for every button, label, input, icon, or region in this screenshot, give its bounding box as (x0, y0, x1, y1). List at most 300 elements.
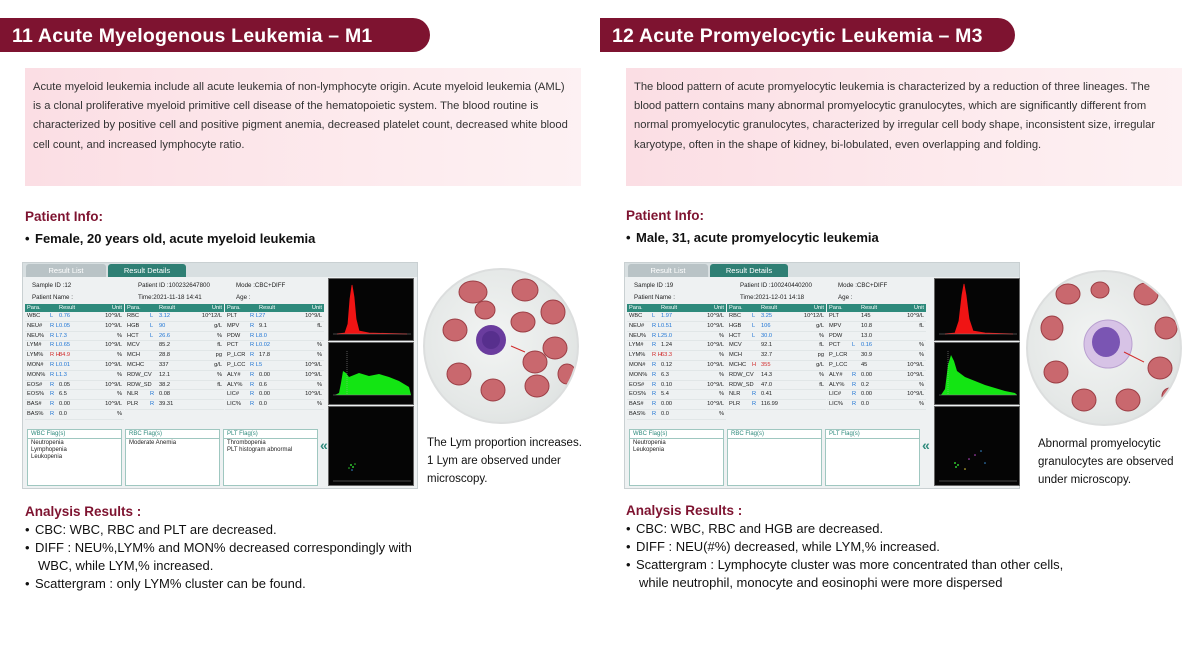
param-name: HCT (729, 332, 741, 339)
param-value: 0.00 (861, 371, 873, 378)
param-unit: % (718, 332, 724, 339)
wbc-histogram (934, 342, 1020, 405)
param-unit: % (918, 342, 924, 349)
param-name: PLT (829, 313, 840, 319)
table-row (125, 312, 224, 322)
param-name: WBC (27, 313, 41, 319)
param-value: 7.3 (59, 332, 67, 339)
table-header-cell: Result (259, 305, 276, 311)
mode: Mode :CBC+DIFF (236, 282, 286, 289)
case-panel-m3 (600, 0, 1200, 650)
param-unit: % (116, 332, 122, 339)
table-row (627, 351, 726, 361)
analysis-list: • CBC: WBC, RBC and HGB are decreased. • DIFF : NEU(#%) decreased, while LYM,% increased. • Scattergram : Lymphocyte cluster was more concentrated than other cells, while neutrophil, monocyte and eosinophi were more dispersed (626, 521, 1064, 590)
table-row (225, 361, 324, 371)
param-flag: R (652, 371, 657, 378)
table-row (125, 332, 224, 342)
table-row (827, 351, 926, 361)
param-name: LYM# (27, 342, 42, 349)
param-unit: % (718, 391, 724, 398)
param-value: 145 (861, 313, 871, 319)
param-unit: % (918, 401, 924, 408)
patient-name: Patient Name : (634, 294, 675, 301)
param-name: LIC# (829, 391, 842, 398)
param-flag: R (150, 391, 155, 398)
param-name: HGB (729, 322, 742, 329)
param-name: EOS% (27, 391, 45, 398)
param-value: 0.00 (259, 371, 271, 378)
rbc-flag-title: RBC Flag(s) (126, 430, 219, 439)
table-header (25, 304, 124, 312)
table-header-cell: Unit (311, 305, 322, 311)
param-unit: % (918, 352, 924, 359)
table-row (25, 390, 124, 400)
param-value: 0.00 (59, 401, 71, 408)
param-name: MCH (127, 352, 140, 359)
param-name: NEU% (27, 332, 45, 339)
param-unit: % (718, 352, 724, 359)
param-value: 0.00 (259, 391, 271, 398)
tab-result-list[interactable]: Result List (628, 264, 708, 277)
table-header-cell: Unit (211, 305, 222, 311)
rbc-flag-list (126, 439, 219, 447)
patient-name: Patient Name : (32, 294, 73, 301)
param-name: NEU# (629, 322, 645, 329)
collapse-arrow-icon[interactable]: « (922, 437, 930, 453)
param-name: P_LCR (829, 352, 848, 359)
param-value: 45 (861, 361, 868, 368)
param-value: 27 (259, 313, 266, 319)
param-unit: pg (817, 352, 824, 359)
table-row (727, 381, 826, 391)
sample-id: Sample ID :19 (634, 282, 674, 289)
param-flag: R (150, 401, 155, 408)
table-row (25, 312, 124, 322)
table-row (225, 390, 324, 400)
param-value: 0.0 (861, 401, 869, 408)
plt-flag-title: PLT Flag(s) (224, 430, 317, 439)
table-row (627, 312, 726, 322)
table-row (25, 322, 124, 332)
param-name: PLT (227, 313, 238, 319)
table-row (125, 361, 224, 371)
flag-item: Moderate Anemia (129, 440, 177, 446)
param-value: 0.02 (259, 342, 271, 349)
rbc-flag-list (728, 439, 821, 440)
table-row (627, 381, 726, 391)
param-flag: R L (250, 342, 259, 349)
param-unit: 10^12/L (201, 313, 222, 319)
table-header-cell: Para. (27, 305, 41, 311)
param-unit: g/L (816, 361, 824, 368)
result-table-wbc (627, 304, 726, 420)
table-row (125, 322, 224, 332)
param-flag: R (652, 342, 657, 349)
param-value: 1.3 (59, 371, 67, 378)
rbc-flag-box (727, 429, 822, 486)
param-name: PLR (127, 401, 139, 408)
table-header-cell: Result (59, 305, 76, 311)
table-header-cell: Result (761, 305, 778, 311)
param-flag: R (852, 391, 857, 398)
param-name: NLR (729, 391, 741, 398)
param-flag: L (652, 313, 656, 319)
param-name: ALY# (227, 371, 241, 378)
param-name: MCV (729, 342, 742, 349)
tab-result-details[interactable]: Result Details (108, 264, 186, 277)
param-value: 0.6 (259, 381, 267, 388)
param-value: 32.7 (761, 352, 773, 359)
table-row (827, 400, 926, 410)
micrograph-promyelocyte (1026, 270, 1182, 426)
param-value: 0.41 (761, 391, 773, 398)
patient-info-title: Patient Info: (626, 208, 704, 223)
param-name: MCHC (729, 361, 747, 368)
param-flag: R (50, 381, 55, 388)
table-row (727, 322, 826, 332)
param-value: 0.05 (59, 381, 71, 388)
param-name: NEU# (27, 322, 43, 329)
param-value: 12.1 (159, 371, 171, 378)
flag-item: Leukopenia (633, 447, 665, 453)
param-name: RDW_SD (127, 381, 152, 388)
table-row (225, 400, 324, 410)
param-unit: 10^9/L (305, 361, 322, 368)
param-flag: R (652, 410, 657, 417)
plt-flag-box (825, 429, 920, 486)
table-header (827, 304, 926, 312)
param-name: MON% (27, 371, 46, 378)
param-value: 63.3 (661, 352, 673, 359)
table-row (727, 341, 826, 351)
micrograph-caption: Abnormal promyelocytic granulocytes are observed under microscopy. (1038, 438, 1174, 486)
table-header-cell: Unit (913, 305, 924, 311)
table-header-cell: Result (661, 305, 678, 311)
flag-item: Thrombopenia (227, 440, 266, 446)
param-name: WBC (629, 313, 643, 319)
param-unit: % (116, 371, 122, 378)
table-row (225, 371, 324, 381)
table-row (627, 371, 726, 381)
param-unit: 10^9/L (305, 391, 322, 398)
param-flag: L (752, 322, 756, 329)
param-unit: 10^9/L (105, 401, 122, 408)
param-unit: % (216, 332, 222, 339)
param-name: PDW (829, 332, 843, 339)
param-flag: R (652, 391, 657, 398)
rbc-histogram (328, 278, 414, 341)
result-table-plt (827, 304, 926, 410)
param-flag: L (752, 313, 756, 319)
param-unit: 10^9/L (305, 313, 322, 319)
param-value: 13.0 (861, 332, 873, 339)
param-unit: 10^9/L (105, 342, 122, 349)
table-header (225, 304, 324, 312)
plt-flag-list (224, 439, 317, 454)
param-value: 26.6 (159, 332, 171, 339)
wbc-flag-title: WBC Flag(s) (28, 430, 121, 439)
param-name: PDW (227, 332, 241, 339)
param-name: RDW_CV (127, 371, 152, 378)
param-value: 0.51 (661, 322, 673, 329)
param-unit: % (116, 352, 122, 359)
table-row (225, 312, 324, 322)
param-value: 0.01 (59, 361, 71, 368)
param-name: BAS# (629, 401, 644, 408)
param-value: 0.10 (661, 381, 673, 388)
param-name: RBC (729, 313, 742, 319)
age: Age : (838, 294, 853, 301)
patient-info-item: • Female, 20 years old, acute myeloid leukemia (25, 231, 316, 246)
param-name: ALY# (829, 371, 843, 378)
table-row (125, 351, 224, 361)
param-name: BAS% (27, 410, 44, 417)
table-header-cell: Para. (729, 305, 743, 311)
table-header (125, 304, 224, 312)
tab-result-details[interactable]: Result Details (710, 264, 788, 277)
param-unit: fL (217, 342, 222, 349)
param-flag: R (250, 391, 255, 398)
case-title-banner: 11 Acute Myelogenous Leukemia – M1 (0, 18, 430, 52)
param-name: P_LCC (829, 361, 848, 368)
param-unit: 10^9/L (907, 391, 924, 398)
table-row (125, 400, 224, 410)
param-value: 3.12 (159, 313, 171, 319)
param-unit: % (216, 371, 222, 378)
table-row (827, 341, 926, 351)
param-name: HCT (127, 332, 139, 339)
param-value: 0.00 (861, 391, 873, 398)
table-header-cell: Para. (829, 305, 843, 311)
plt-flag-list (826, 439, 919, 440)
param-value: 39.31 (159, 401, 174, 408)
param-value: 85.2 (159, 342, 171, 349)
result-table-wbc (25, 304, 124, 420)
param-name: PCT (227, 342, 239, 349)
param-value: 0.08 (159, 391, 171, 398)
table-row (627, 410, 726, 420)
param-value: 30.0 (761, 332, 773, 339)
param-value: 92.1 (761, 342, 773, 349)
table-row (125, 381, 224, 391)
table-row (627, 400, 726, 410)
param-unit: 10^9/L (105, 313, 122, 319)
param-flag: R (852, 381, 857, 388)
param-name: LYM% (27, 352, 44, 359)
param-unit: 10^9/L (907, 371, 924, 378)
table-row (25, 351, 124, 361)
case-description: Acute myeloid leukemia include all acute leukemia of non-lymphocyte origin. Acute myeloid leukemia (AML) is a clonal proliferative myeloid primitive cell disease of the hematopoietic system. The blood routine is characterized by positive cell and positive pigment anemia, decreased platelet count, decreased white blood cell count, and increased lymphocyte ratio. (25, 68, 581, 186)
table-row (225, 322, 324, 332)
param-value: 9.1 (259, 322, 267, 329)
param-flag: R L (652, 332, 661, 339)
param-name: EOS# (27, 381, 43, 388)
param-flag: R (250, 401, 255, 408)
param-unit: fL (919, 322, 924, 329)
table-row (125, 371, 224, 381)
table-row (827, 322, 926, 332)
param-value: 47.0 (761, 381, 773, 388)
param-value: 337 (159, 361, 169, 368)
param-value: 0.76 (59, 313, 71, 319)
flag-item: Leukopenia (31, 454, 63, 460)
scattergram (328, 406, 414, 486)
wbc-histogram (328, 342, 414, 405)
plt-flag-title: PLT Flag(s) (826, 430, 919, 439)
table-row (827, 381, 926, 391)
rbc-histogram (934, 278, 1020, 341)
param-value: 0.00 (661, 401, 673, 408)
tab-bar (625, 263, 1019, 277)
param-unit: 10^9/L (907, 313, 924, 319)
param-unit: % (718, 371, 724, 378)
param-unit: % (316, 381, 322, 388)
table-row (627, 361, 726, 371)
table-row (25, 371, 124, 381)
param-name: ALY% (829, 381, 845, 388)
table-row (727, 371, 826, 381)
test-time: Time:2021-12-01 14:18 (740, 294, 805, 301)
param-unit: 10^9/L (105, 381, 122, 388)
table-row (25, 410, 124, 420)
table-row (225, 341, 324, 351)
param-unit: 10^9/L (907, 361, 924, 368)
param-name: MCHC (127, 361, 145, 368)
param-name: EOS% (629, 391, 647, 398)
param-flag: R L (652, 322, 661, 329)
param-flag: R (50, 410, 55, 417)
param-value: 8.0 (259, 332, 267, 339)
param-unit: 10^9/L (305, 371, 322, 378)
table-row (125, 341, 224, 351)
param-value: 90 (159, 322, 166, 329)
param-name: NEU% (629, 332, 647, 339)
tab-result-list[interactable]: Result List (26, 264, 106, 277)
wbc-flag-title: WBC Flag(s) (630, 430, 723, 439)
param-name: PLR (729, 401, 741, 408)
param-value: 0.05 (59, 322, 71, 329)
param-unit: fL (819, 381, 824, 388)
micrograph-caption: The Lym proportion increases. 1 Lym are observed under microscopy. (427, 437, 582, 485)
param-flag: R L (50, 371, 59, 378)
table-row (25, 332, 124, 342)
table-row (25, 400, 124, 410)
param-flag: R (752, 391, 757, 398)
table-row (827, 332, 926, 342)
param-name: BAS% (629, 410, 646, 417)
param-value: 25.0 (661, 332, 673, 339)
param-unit: 10^9/L (707, 342, 724, 349)
param-flag: R (652, 381, 657, 388)
param-flag: R L (50, 322, 59, 329)
param-name: MPV (227, 322, 240, 329)
mode: Mode :CBC+DIFF (838, 282, 888, 289)
age: Age : (236, 294, 251, 301)
param-flag: L (150, 322, 154, 329)
param-value: 1.97 (661, 313, 673, 319)
param-name: LYM# (629, 342, 644, 349)
param-value: 30.9 (861, 352, 873, 359)
param-flag: R (852, 401, 857, 408)
table-row (827, 312, 926, 322)
param-flag: R L (250, 332, 259, 339)
case-title-banner: 12 Acute Promyelocytic Leukemia – M3 (600, 18, 1015, 52)
plt-flag-box (223, 429, 318, 486)
param-unit: 10^9/L (707, 381, 724, 388)
analysis-title: Analysis Results : (626, 503, 743, 518)
table-row (727, 312, 826, 322)
rbc-flag-title: RBC Flag(s) (728, 430, 821, 439)
param-value: 14.3 (761, 371, 773, 378)
param-value: 116.99 (761, 401, 778, 408)
param-unit: % (116, 391, 122, 398)
param-unit: % (316, 352, 322, 359)
param-flag: R (752, 401, 757, 408)
wbc-flag-list (28, 439, 121, 461)
param-value: 106 (761, 322, 771, 329)
param-value: 0.2 (861, 381, 869, 388)
table-row (627, 390, 726, 400)
param-flag: H (752, 361, 757, 368)
param-value: 84.9 (59, 352, 71, 359)
scattergram (934, 406, 1020, 486)
param-flag: R (50, 401, 55, 408)
result-table-rbc (727, 304, 826, 410)
table-header-cell: Para. (127, 305, 141, 311)
table-row (827, 361, 926, 371)
table-row (225, 332, 324, 342)
wbc-flag-box (27, 429, 122, 486)
analysis-list: • CBC: WBC, RBC and PLT are decreased. • DIFF : NEU%,LYM% and MON% decreased correspondingly with WBC, while LYM,% increased. • Scattergram : only LYM% cluster can be found. (25, 522, 412, 591)
param-name: P_LCC (227, 361, 246, 368)
param-value: 17.8 (259, 352, 271, 359)
param-name: EOS# (629, 381, 645, 388)
param-unit: 10^9/L (707, 322, 724, 329)
param-name: RDW_CV (729, 371, 754, 378)
param-unit: % (818, 371, 824, 378)
param-name: NLR (127, 391, 139, 398)
param-flag: R (250, 322, 255, 329)
table-header-cell: Result (159, 305, 176, 311)
param-name: LYM% (629, 352, 646, 359)
param-name: MPV (829, 322, 842, 329)
param-name: HGB (127, 322, 140, 329)
param-value: 0.65 (59, 342, 71, 349)
param-flag: L (150, 313, 154, 319)
param-unit: fL (217, 381, 222, 388)
table-row (25, 361, 124, 371)
table-header-cell: Unit (713, 305, 724, 311)
param-name: MON# (27, 361, 44, 368)
table-row (727, 400, 826, 410)
param-unit: 10^9/L (105, 361, 122, 368)
param-value: 0.12 (661, 361, 673, 368)
table-row (727, 332, 826, 342)
tab-bar (23, 263, 417, 277)
table-row (25, 341, 124, 351)
param-flag: R H (50, 352, 60, 359)
param-flag: R (652, 361, 657, 368)
param-value: 38.2 (159, 381, 171, 388)
collapse-arrow-icon[interactable]: « (320, 437, 328, 453)
param-value: 28.8 (159, 352, 171, 359)
param-name: PCT (829, 342, 841, 349)
table-row (25, 381, 124, 391)
param-flag: R L (50, 361, 59, 368)
param-value: 3.25 (761, 313, 773, 319)
analyzer-screenshot (624, 262, 1020, 489)
param-flag: R L (50, 342, 59, 349)
